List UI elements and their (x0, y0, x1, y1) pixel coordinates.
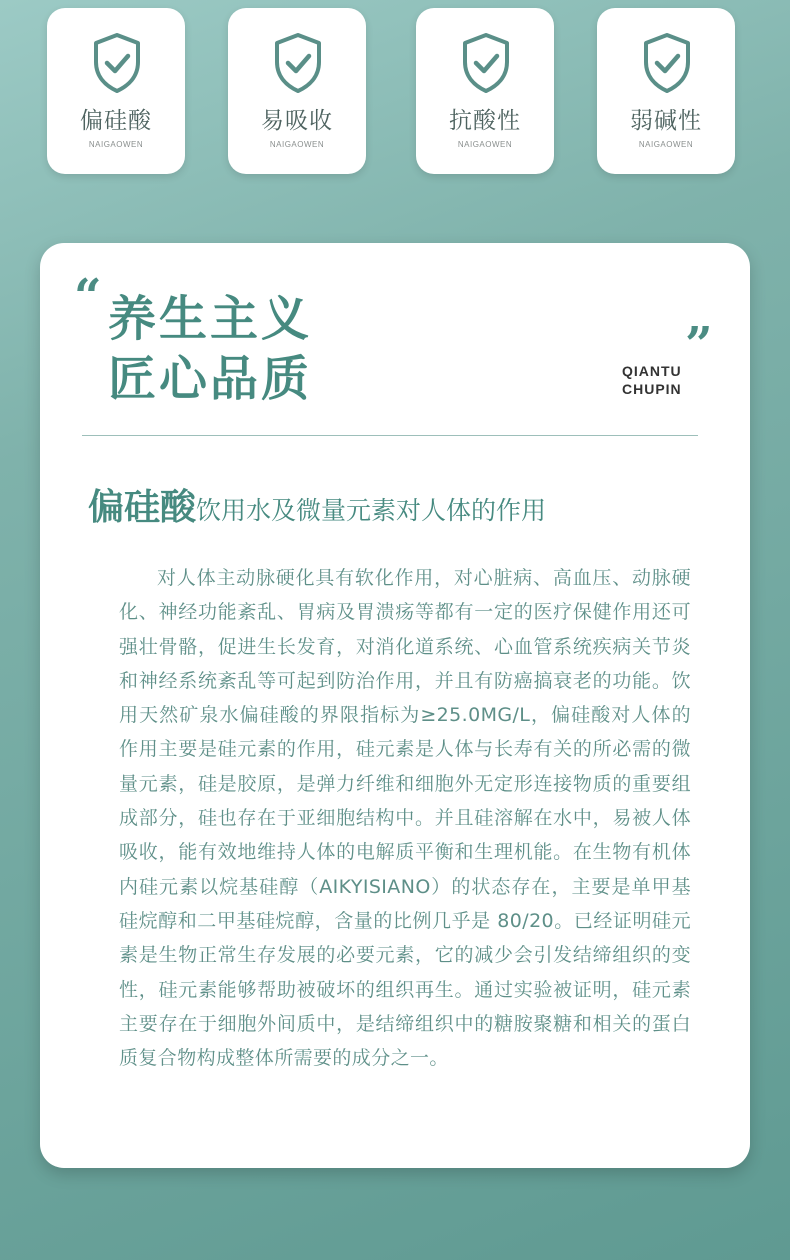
section-title-main: 偏硅酸 (88, 487, 197, 528)
feature-title: 抗酸性 (449, 108, 521, 134)
close-quote-mark: ” (685, 317, 713, 373)
feature-subtitle: NAIGAOWEN (638, 140, 694, 149)
shield-check-icon (273, 32, 323, 94)
divider (82, 435, 698, 436)
info-card (40, 243, 750, 1168)
shield-check-icon (642, 32, 692, 94)
feature-card-acid-resistant (416, 8, 554, 174)
body-paragraph: 对人体主动脉硬化具有软化作用，对心脏病、高血压、动脉硬化、神经功能紊乱、胃病及胃溃疡等都有一定的医疗保健作用还可强壮骨骼，促进生长发育，对消化道系统、心血管系统疾病关节炎和神经系统紊乱等可起到防治作用，并且有防癌搞衰老的功能。饮用天然矿泉水偏硅酸的界限指标为≥25.0MG/L，偏硅酸对人体的作用主要是硅元素的作用，硅元素是人体与长寿有关的所必需的微量元素，硅是胶原，是弹力纤维和细胞外无定形连接物质的重要组成部分，硅也存在于亚细胞结构中。并且硅溶解在水中，易被人体吸收，能有效地维持人体的电解质平衡和生理机能。在生物有机体内硅元素以烷基硅醇（AIKYISIANO）的状态存在，主要是单甲基硅烷醇和二甲基硅烷醇，含量的比例几乎是 80/20。已经证明硅元素是生物正常生存发展的必要元素，它的减少会引发结缔组织的变性，硅元素能够帮助被破坏的组织再生。通过实验被证明，硅元素主要存在于细胞外间质中，是结缔组织中的糖胺聚糖和相关的蛋白质复合物构成整体所需要的成分之一。 (119, 567, 691, 1070)
feature-subtitle: NAIGAOWEN (457, 140, 513, 149)
open-quote-mark: “ (74, 269, 102, 325)
section-title (88, 479, 546, 530)
feature-subtitle: NAIGAOWEN (88, 140, 144, 149)
section-title-rest: 饮用水及微量元素对人体的作用 (196, 496, 547, 525)
feature-title: 偏硅酸 (80, 108, 152, 134)
headline-line-1: 养生主义 (108, 291, 313, 347)
feature-card-silicic-acid (47, 8, 185, 174)
latin-line-1: QIANTU (622, 363, 682, 379)
feature-title: 弱碱性 (630, 108, 702, 134)
feature-title: 易吸收 (261, 108, 333, 134)
shield-check-icon (92, 32, 142, 94)
latin-line-2: CHUPIN (622, 381, 682, 397)
feature-card-weak-alkaline (597, 8, 735, 174)
feature-card-easy-absorb (228, 8, 366, 174)
feature-subtitle: NAIGAOWEN (269, 140, 325, 149)
shield-check-icon (461, 32, 511, 94)
headline-line-2: 匠心品质 (108, 351, 313, 407)
